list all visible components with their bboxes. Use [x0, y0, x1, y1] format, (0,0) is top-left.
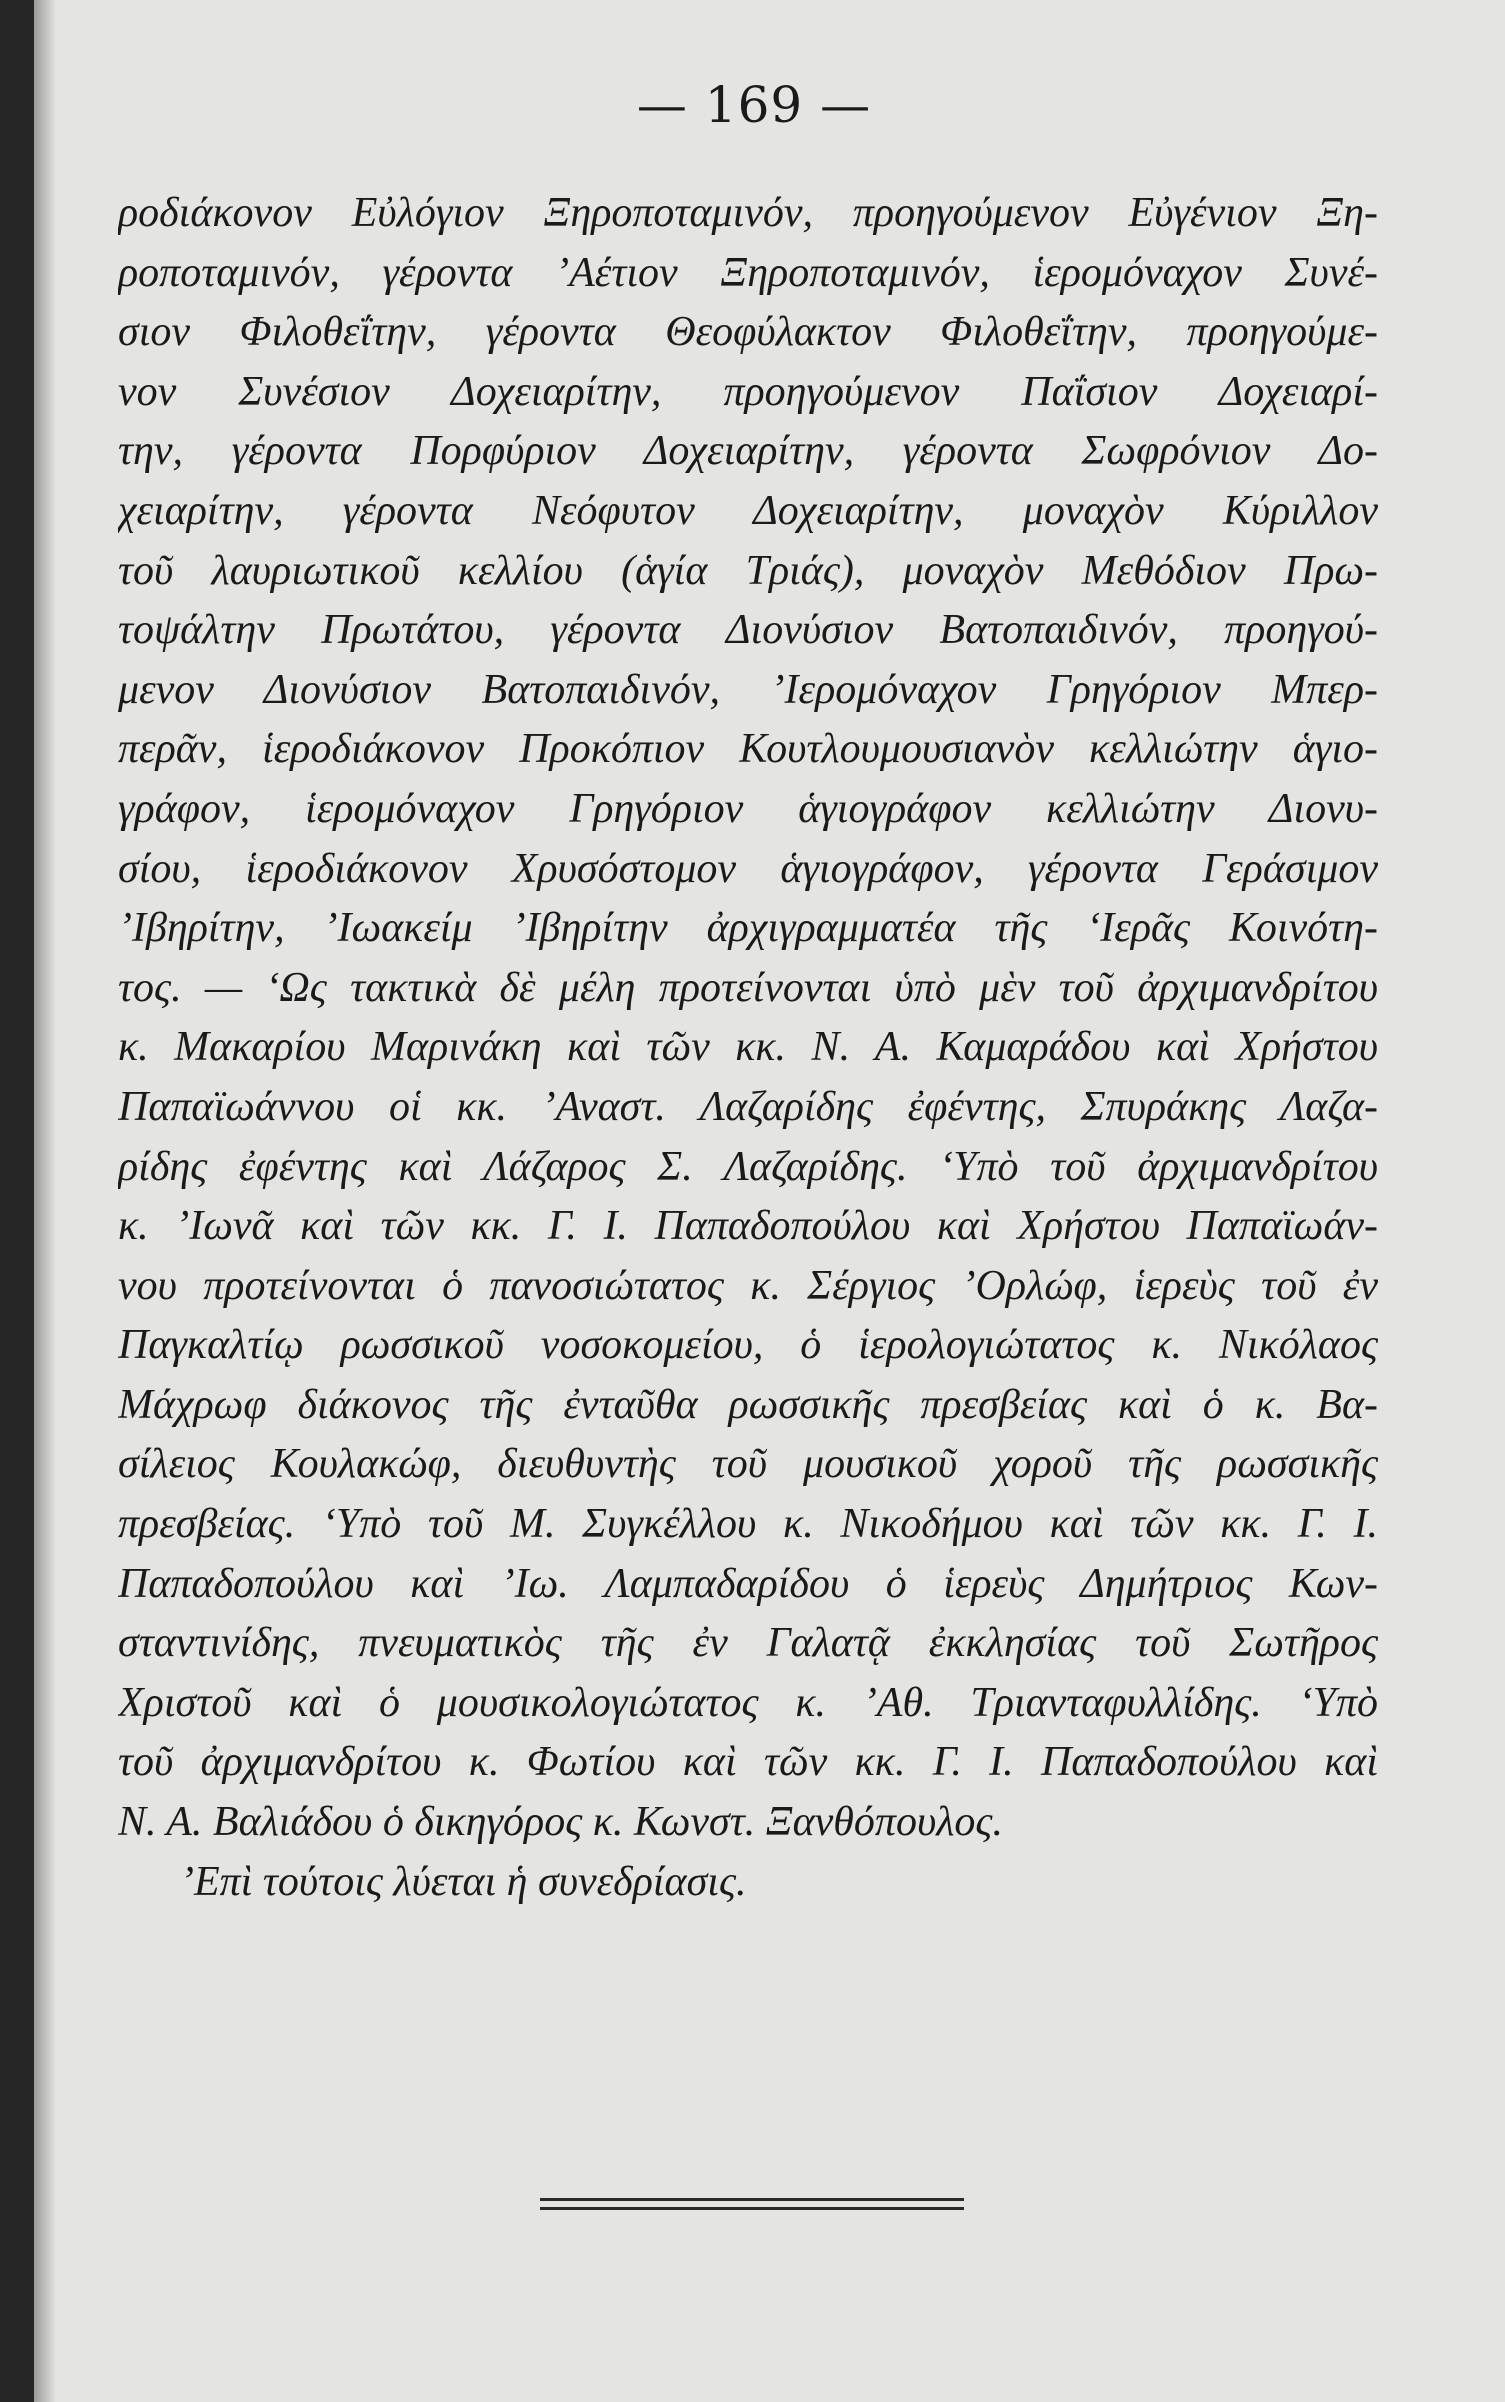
- text-line: Παπαδοπούλου καὶ ’Ιω. Λαμπαδαρίδου ὁ ἱερεὺς Δημήτριος Κων-: [118, 1560, 1378, 1607]
- text-line: χειαρίτην, γέροντα Νεόφυτον Δοχειαρίτην, μοναχὸν Κύριλλον: [118, 487, 1378, 534]
- text-line: Παγκαλτίῳ ρωσσικοῦ νοσοκομείου, ὁ ἱερολογιώτατος κ. Νικόλαος: [118, 1322, 1378, 1369]
- text-line: ’Ιβηρίτην, ’Ιωακείμ ’Ιβηρίτην ἀρχιγραμματέα τῆς ‘Ιερᾶς Κοινότη-: [118, 905, 1378, 952]
- text-line: τοῦ ἀρχιμανδρίτου κ. Φωτίου καὶ τῶν κκ. Γ. Ι. Παπαδοπούλου καὶ: [118, 1739, 1378, 1786]
- text-line: ροποταμινόν, γέροντα ’Αέτιον Ξηροποταμινόν, ἱερομόναχον Συνέ-: [118, 249, 1378, 296]
- rule-line: [540, 2207, 964, 2210]
- text-line: σίου, ἱεροδιάκονον Χρυσόστομον ἁγιογράφον, γέροντα Γεράσιμον: [118, 845, 1378, 892]
- text-line: κ. ’Ιωνᾶ καὶ τῶν κκ. Γ. Ι. Παπαδοπούλου καὶ Χρήστου Παπαϊωάν-: [118, 1203, 1378, 1250]
- text-line: νον Συνέσιον Δοχειαρίτην, προηγούμενον Παΐσιον Δοχειαρί-: [118, 368, 1378, 415]
- text-line: πρεσβείας. ‘Υπὸ τοῦ Μ. Συγκέλλου κ. Νικοδήμου καὶ τῶν κκ. Γ. Ι.: [118, 1501, 1378, 1548]
- closing-line: ’Επὶ τούτοις λύεται ἡ συνεδρίασις.: [180, 1858, 747, 1905]
- text-line: τοῦ λαυριωτικοῦ κελλίου (ἁγία Τριάς), μοναχὸν Μεθόδιον Πρω-: [118, 547, 1378, 594]
- book-page: [118, 76, 1390, 1912]
- text-line: ροδιάκονον Εὐλόγιον Ξηροποταμινόν, προηγούμενον Εὐγένιον Ξη-: [118, 190, 1378, 236]
- text-line: τοψάλτην Πρωτάτου, γέροντα Διονύσιον Βατοπαιδινόν, προηγού-: [118, 607, 1378, 654]
- body-text: [118, 184, 1378, 1912]
- text-line: σίλειος Κουλακώφ, διευθυντὴς τοῦ μουσικοῦ χοροῦ τῆς ρωσσικῆς: [118, 1441, 1378, 1488]
- binding-shadow: [34, 0, 56, 2402]
- rule-line: [540, 2198, 964, 2201]
- text-line: Παπαϊωάννου οἱ κκ. ’Αναστ. Λαζαρίδης ἐφέντης, Σπυράκης Λαζα-: [118, 1083, 1378, 1130]
- text-line: περᾶν, ἱεροδιάκονον Προκόπιον Κουτλουμουσιανὸν κελλιώτην ἁγιο-: [118, 726, 1378, 773]
- text-line: τος. — ‘Ως τακτικὰ δὲ μέλη προτείνονται ὑπὸ μὲν τοῦ ἀρχιμανδρίτου: [118, 964, 1378, 1011]
- text-line: νου προτείνονται ὁ πανοσιώτατος κ. Σέργιος ’Ορλώφ, ἱερεὺς τοῦ ἐν: [118, 1262, 1378, 1309]
- text-line: κ. Μακαρίου Μαρινάκη καὶ τῶν κκ. Ν. Α. Καμαράδου καὶ Χρήστου: [118, 1024, 1378, 1071]
- binding-edge: [0, 0, 34, 2402]
- text-line: μενον Διονύσιον Βατοπαιδινόν, ’Ιερομόναχον Γρηγόριον Μπερ-: [118, 666, 1378, 713]
- end-rule: [540, 2198, 964, 2216]
- text-line: Ν. Α. Βαλιάδου ὁ δικηγόρος κ. Κωνστ. Ξανθόπουλος.: [118, 1799, 1003, 1846]
- text-line: Χριστοῦ καὶ ὁ μουσικολογιώτατος κ. ’Αθ. Τριανταφυλλίδης. ‘Υπὸ: [118, 1679, 1378, 1726]
- page-number: — 169 —: [636, 76, 872, 134]
- text-line: την, γέροντα Πορφύριον Δοχειαρίτην, γέροντα Σωφρόνιον Δο-: [118, 428, 1378, 475]
- text-line: σταντινίδης, πνευματικὸς τῆς ἐν Γαλατᾷ ἐκκλησίας τοῦ Σωτῆρος: [118, 1620, 1378, 1667]
- text-line: γράφον, ἱερομόναχον Γρηγόριον ἁγιογράφον κελλιώτην Διονυ-: [118, 785, 1378, 832]
- text-line: ρίδης ἐφέντης καὶ Λάζαρος Σ. Λαζαρίδης. ‘Υπὸ τοῦ ἀρχιμανδρίτου: [118, 1143, 1378, 1190]
- text-line: σιον Φιλοθεΐτην, γέροντα Θεοφύλακτον Φιλοθεΐτην, προηγούμε-: [118, 309, 1378, 356]
- text-line: Μάχρωφ διάκονος τῆς ἐνταῦθα ρωσσικῆς πρεσβείας καὶ ὁ κ. Βα-: [118, 1381, 1378, 1428]
